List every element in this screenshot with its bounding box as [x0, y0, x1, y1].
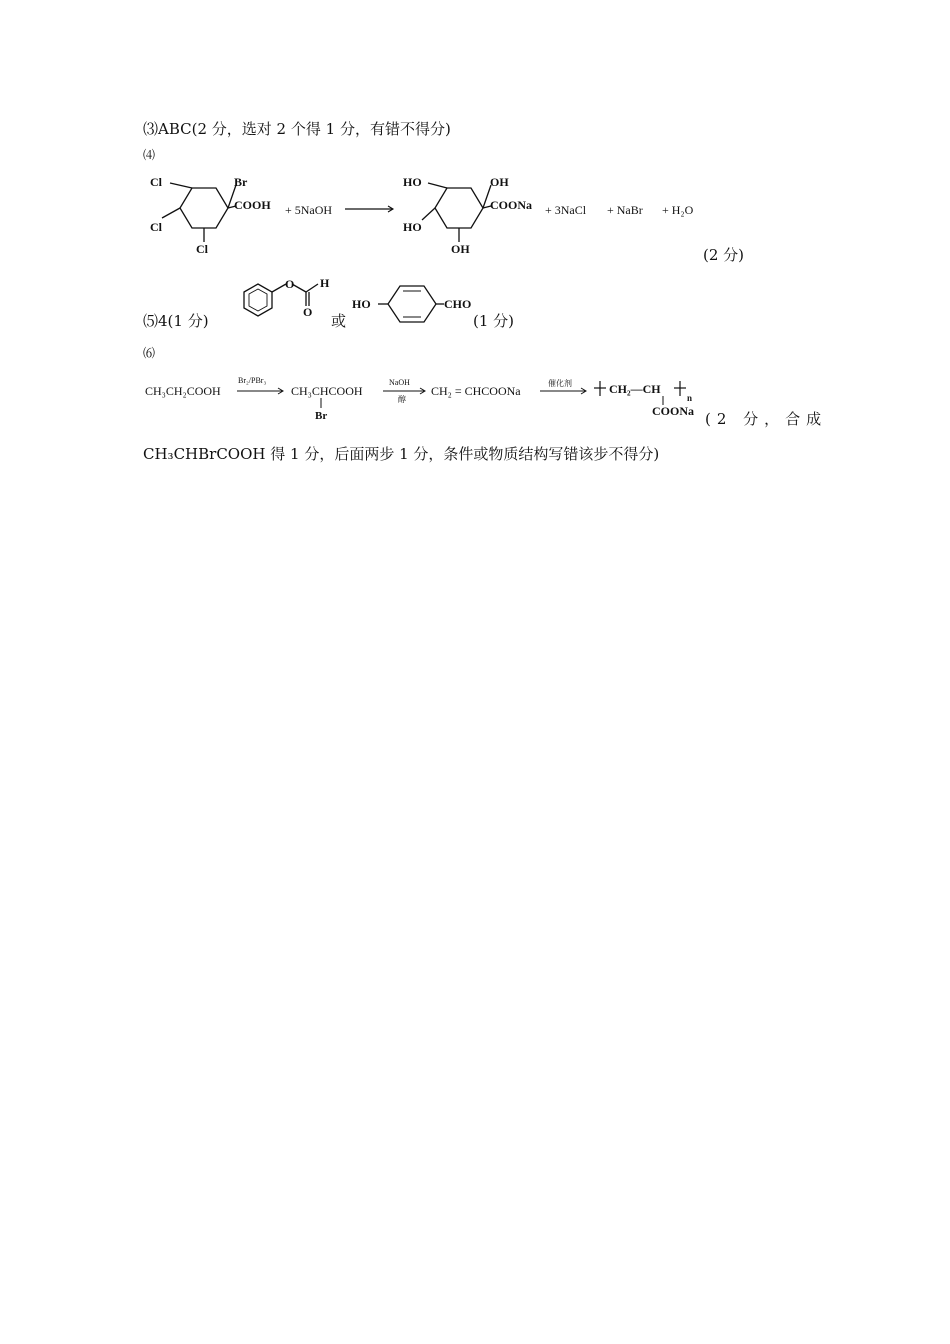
q4-score: (2 分) [703, 246, 745, 264]
q5-o-2: O [303, 305, 313, 319]
q3-line [143, 118, 451, 139]
q3-label: ⑶ [143, 120, 159, 138]
q6-note: CH₃CHBrCOOH 得 1 分，后面两步 1 分，条件或物质结构写错该步不得分) [143, 445, 660, 463]
q6-score-inline: (2 分，合成 [705, 410, 828, 428]
q4-byproduct-2: + NaBr [607, 203, 643, 217]
q6-cond2-top: NaOH [389, 378, 410, 387]
q5-cho: CHO [444, 297, 472, 311]
q4-reagent: + 5NaOH [285, 203, 333, 217]
q5-label: ⑸ [143, 312, 159, 330]
q6-step1-bond [318, 398, 324, 410]
product-oh-2: OH [451, 242, 470, 256]
reactant-cl-2: Cl [150, 220, 162, 234]
q3-text: ABC(2 分，选对 2 个得 1 分，有错不得分) [158, 120, 451, 138]
q6-step1-br: Br [315, 410, 328, 422]
q5-score: (1 分) [473, 312, 515, 330]
reactant-cl-3: Cl [196, 242, 208, 256]
product-ring [435, 188, 483, 228]
q5-o-1: O [285, 277, 295, 291]
q6-step1: CH₃CHCOOH [291, 384, 363, 398]
q5-structure-2 [372, 280, 452, 330]
q4-label: ⑷ [143, 148, 156, 162]
q6-step0: CH₃CH₂COOH [145, 384, 221, 398]
q5-h: H [320, 276, 330, 290]
reactant-cooh: COOH [234, 198, 271, 212]
q4-arrow [345, 203, 397, 215]
q6-polymer: CH₂—CH [609, 382, 661, 396]
q6-cond1: Br₂/PBr₃ [238, 376, 267, 385]
reactant-br: Br [234, 175, 248, 189]
q5-text: 4(1 分) [158, 312, 209, 330]
q6-polymer-coona: COONa [652, 404, 694, 418]
product-oh-1: OH [490, 175, 509, 189]
q4-byproduct-3: + H₂O [662, 203, 694, 217]
q4-byproduct-1: + 3NaCl [545, 203, 587, 217]
q6-arrow-3 [540, 386, 590, 396]
product-ho-2: HO [403, 220, 422, 234]
q6-arrow-1 [237, 386, 287, 396]
reactant-ring [180, 188, 228, 228]
q6-step2: CH₂ = CHCOONa [431, 384, 521, 398]
q6-polymer-n: n [687, 393, 693, 403]
q5-or: 或 [331, 312, 347, 330]
q5-ho: HO [352, 297, 371, 311]
q5-structure-1 [232, 272, 332, 327]
q6-label: ⑹ [143, 346, 156, 360]
product-coona: COONa [490, 198, 532, 212]
product-ho-1: HO [403, 175, 422, 189]
q6-cond2-bottom: 醇 [398, 395, 406, 404]
reactant-cl-1: Cl [150, 175, 162, 189]
q6-cond3: 催化剂 [548, 379, 572, 388]
q6-arrow-2 [383, 386, 429, 396]
q4-reactant-structure [140, 170, 290, 260]
q5-line [143, 310, 209, 331]
